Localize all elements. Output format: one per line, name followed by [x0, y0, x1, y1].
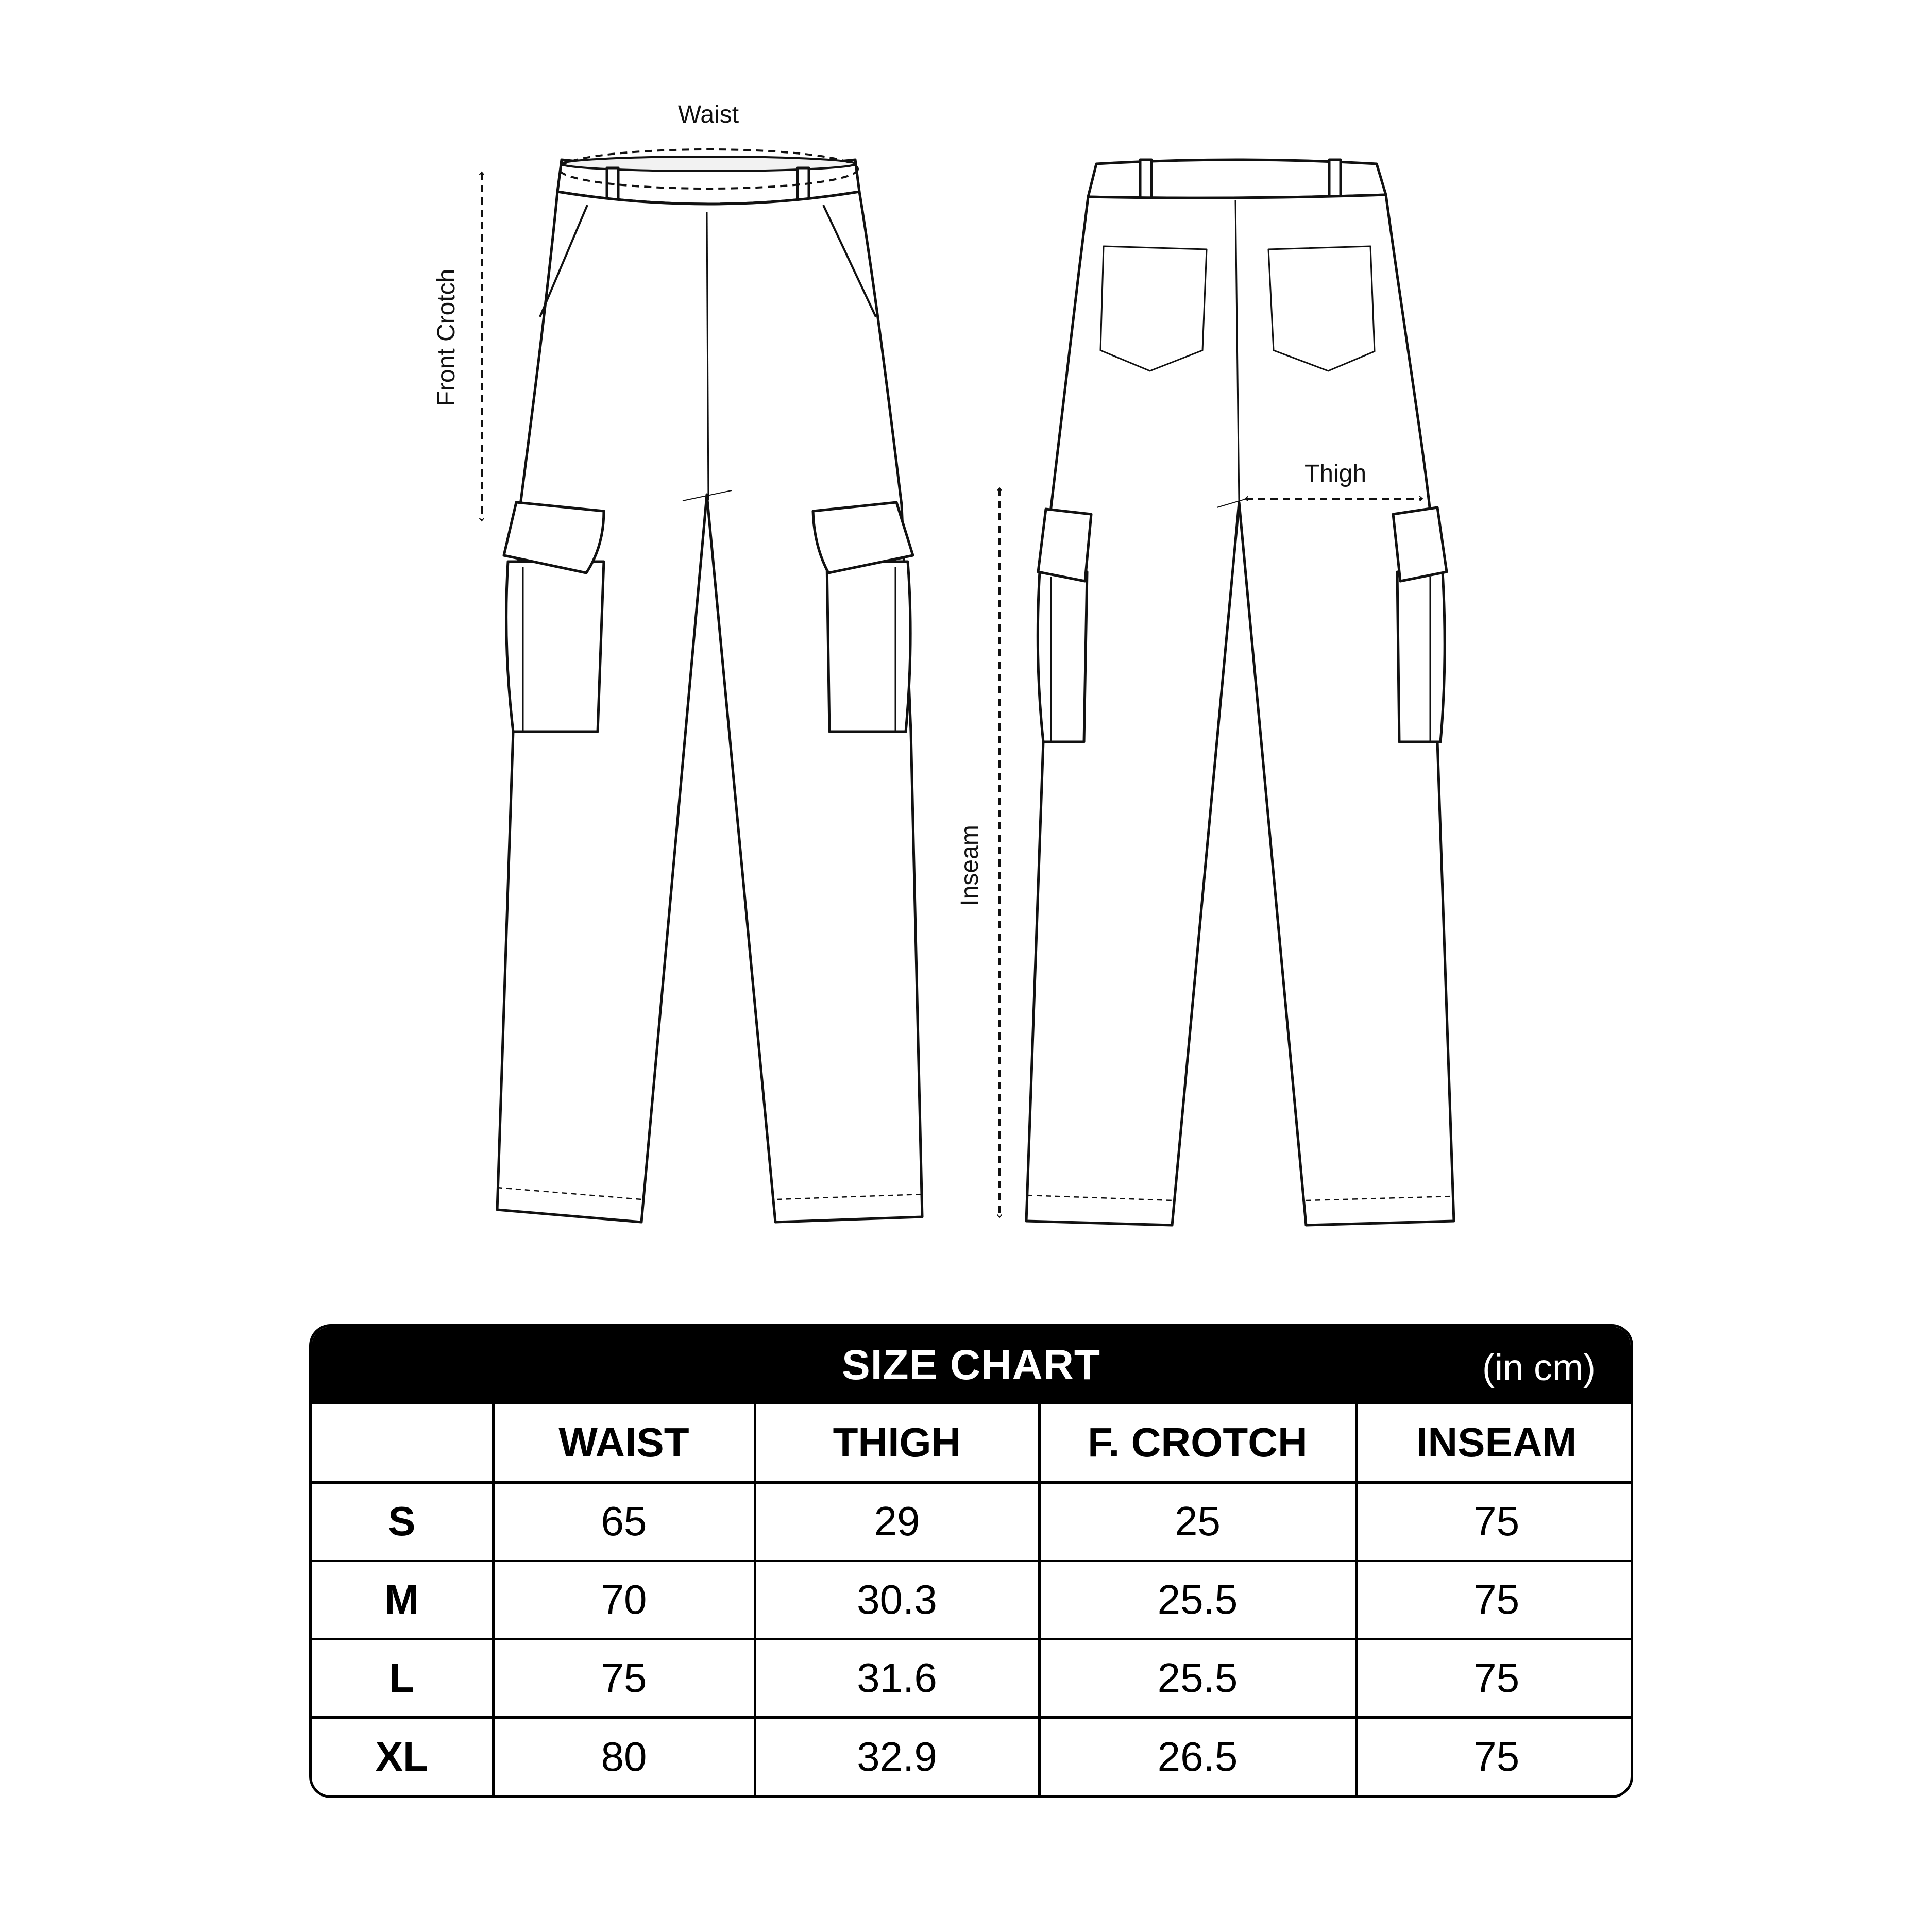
- inseam-value: 75: [1356, 1639, 1633, 1717]
- size-label: S: [312, 1482, 493, 1561]
- column-header-thigh: THIGH: [755, 1404, 1039, 1482]
- column-header-inseam: INSEAM: [1356, 1404, 1633, 1482]
- column-header-waist: WAIST: [493, 1404, 755, 1482]
- waist-value: 75: [493, 1639, 755, 1717]
- back-pocket-right: [1268, 246, 1375, 371]
- thigh-value: 32.9: [755, 1717, 1039, 1795]
- pants-back-view: [1026, 160, 1454, 1225]
- size-chart-table: [312, 1404, 1633, 1795]
- back-cargo-flap-right: [1393, 507, 1447, 581]
- crotch-value: 25.5: [1039, 1561, 1356, 1639]
- crotch-value: 26.5: [1039, 1717, 1356, 1795]
- size-chart-header: [312, 1327, 1631, 1404]
- label-inseam: Inseam: [956, 825, 984, 906]
- crotch-value: 25: [1039, 1482, 1356, 1561]
- back-belt-loop-right: [1329, 160, 1341, 199]
- column-header-size: [312, 1404, 493, 1482]
- thigh-value: 29: [755, 1482, 1039, 1561]
- back-cargo-flap-left: [1038, 509, 1091, 581]
- size-chart: [309, 1324, 1633, 1798]
- table-row: [312, 1717, 1633, 1795]
- size-label: XL: [312, 1717, 493, 1795]
- size-label: M: [312, 1561, 493, 1639]
- crotch-value: 25.5: [1039, 1639, 1356, 1717]
- table-row: [312, 1482, 1633, 1561]
- size-chart-title: SIZE CHART: [842, 1342, 1100, 1388]
- table-row: [312, 1639, 1633, 1717]
- label-front-crotch: Front Crotch: [433, 268, 460, 406]
- waist-value: 80: [493, 1717, 755, 1795]
- inseam-value: 75: [1356, 1717, 1633, 1795]
- front-cargo-pocket-left: [506, 562, 604, 732]
- inseam-value: 75: [1356, 1561, 1633, 1639]
- column-header-front-crotch: F. CROTCH: [1039, 1404, 1356, 1482]
- label-waist: Waist: [677, 101, 739, 128]
- label-thigh: Thigh: [1304, 460, 1367, 487]
- waist-value: 65: [493, 1482, 755, 1561]
- inseam-value: 75: [1356, 1482, 1633, 1561]
- thigh-value: 30.3: [755, 1561, 1039, 1639]
- front-cargo-pocket-right: [827, 562, 910, 732]
- thigh-value: 31.6: [755, 1639, 1039, 1717]
- pants-front-view: [497, 157, 922, 1222]
- table-header-row: [312, 1404, 1633, 1482]
- back-pocket-left: [1100, 246, 1207, 371]
- back-cargo-pocket-left: [1038, 572, 1087, 742]
- back-belt-loop-left: [1140, 160, 1151, 199]
- size-chart-unit: (in cm): [1482, 1347, 1596, 1388]
- back-leg-outline: [1026, 195, 1454, 1225]
- waist-value: 70: [493, 1561, 755, 1639]
- size-label: L: [312, 1639, 493, 1717]
- table-row: [312, 1561, 1633, 1639]
- back-cargo-pocket-right: [1397, 572, 1445, 742]
